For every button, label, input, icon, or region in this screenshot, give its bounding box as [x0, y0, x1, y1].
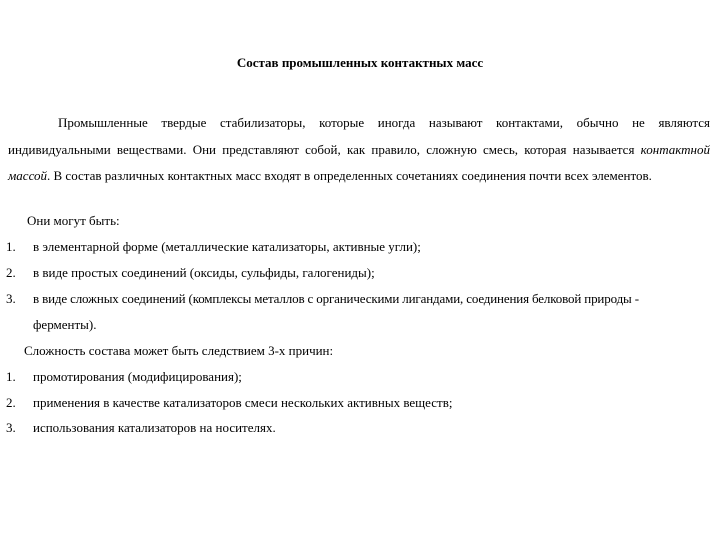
form-item-continuation: ферменты). [33, 317, 97, 332]
intro-text-part1: Промышленные твердые стабилизаторы, которые иногда называют контактами, обычно не являются индивидуальными веществами. Они представляют собой, как правило, сложную смесь, которая называется [8, 115, 710, 157]
reason-item-number: 2. [6, 395, 16, 410]
reason-item-text: промотирования (модифицирования); [33, 369, 242, 384]
intro-text-part2: . В состав различных контактных масс входят в определенных сочетаниях соединения почти всех элементов. [47, 168, 652, 183]
reason-item-text: использования катализаторов на носителях. [33, 420, 276, 435]
reason-item-text: применения в качестве катализаторов смеси нескольких активных веществ; [33, 395, 453, 410]
form-item-number: 3. [6, 291, 16, 306]
form-item-text: в виде простых соединений (оксиды, сульфиды, галогениды); [33, 265, 375, 280]
reason-item-number: 1. [6, 369, 16, 384]
form-item-number: 1. [6, 239, 16, 254]
reason-item-number: 3. [6, 420, 16, 435]
reasons-heading: Сложность состава может быть следствием 3-х причин: [24, 343, 334, 358]
intro-italic-term: контактной массой [8, 141, 710, 183]
form-item-text: в виде сложных соединений (комплексы металлов с органическими лигандами, соединения белковой природы - [33, 291, 639, 306]
form-item-number: 2. [6, 265, 16, 280]
document-title: Состав промышленных контактных масс [236, 55, 484, 70]
forms-heading: Они могут быть: [27, 213, 120, 228]
intro-paragraph [8, 110, 710, 190]
form-item-text: в элементарной форме (металлические катализаторы, активные угли); [33, 239, 421, 254]
